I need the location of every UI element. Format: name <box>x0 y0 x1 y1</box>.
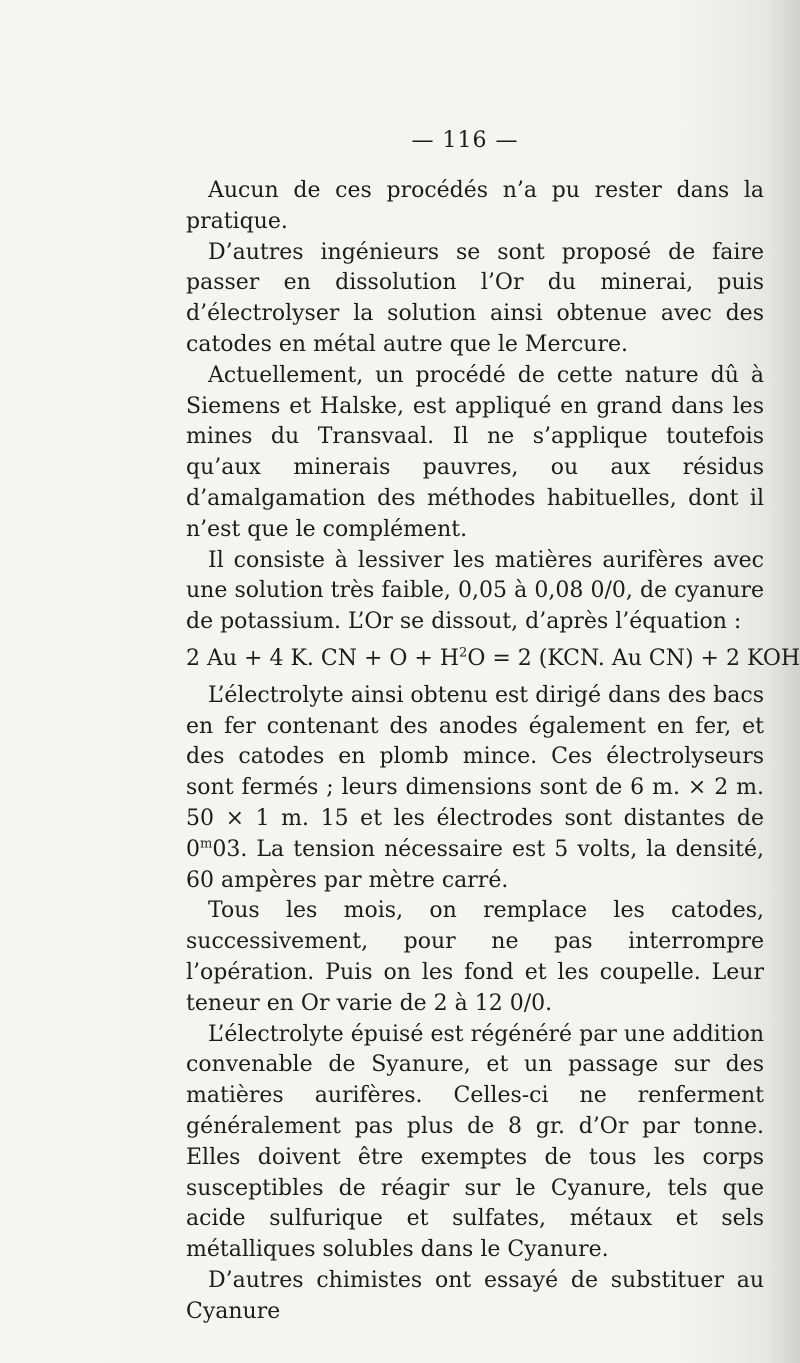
equation-left: 2 Au + 4 K. CN + O + H <box>186 645 460 671</box>
equation-right: O = 2 (KCN. Au CN) + 2 KOH <box>467 645 800 671</box>
paragraph-6: Tous les mois, on remplace les catodes, successivement, pour ne pas interrompre l’opération. Puis on les fond et les coupelle. Leur teneur en Or varie de 2 à 12 0/0. <box>186 898 764 1016</box>
meter-superscript: m <box>200 836 213 852</box>
paragraph-8: D’autres chimistes ont essayé de substituer au Cyanure <box>186 1267 764 1324</box>
paragraph-7: L’électrolyte épuisé est régénéré par une addition convenable de Syanure, et un passage sur des matières aurifères. Celles-ci ne renferment généralement pas plus de 8 gr. d’Or par tonne. Elles doivent être exemptes de tous les corps susceptibles de réagir sur le Cyanure, tels que acide sulfurique et sulfates, métaux et sels métalliques solubles dans le Cyanure. <box>186 1021 764 1263</box>
page-number: — 116 — <box>411 128 519 153</box>
equation-superscript: 2 <box>459 645 468 661</box>
body-text <box>186 176 800 1327</box>
paragraph-5 <box>186 681 764 897</box>
paragraph-5-part-a: L’électrolyte ainsi obtenu est dirigé dans des bacs en fer contenant des anodes également en fer, et des catodes en plomb mince. Ces électrolyseurs sont fermés ; leurs dimensions sont de 6 m. × 2 m. 50 × 1 m. 15 et les électrodes sont distantes de 0 <box>186 682 764 862</box>
paragraph-1: Aucun de ces procédés n’a pu rester dans la pratique. <box>186 178 764 234</box>
paragraph-2: D’autres ingénieurs se sont proposé de faire passer en dissolution l’Or du minerai, puis d’électrolyser la solution ainsi obtenue avec des catodes en métal autre que le Mercure. <box>186 239 764 357</box>
equation <box>186 644 800 675</box>
paragraph-5-part-b: 03. La tension nécessaire est 5 volts, la densité, 60 ampères par mètre carré. <box>186 836 764 893</box>
paragraph-3: Actuellement, un procédé de cette nature dû à Siemens et Halske, est appliqué en grand dans les mines du Transvaal. Il ne s’applique toutefois qu’aux minerais pauvres, ou aux résidus d’amalgamation des méthodes habituelles, dont il n’est que le complément. <box>186 362 764 542</box>
paragraph-4: Il consiste à lessiver les matières aurifères avec une solution très faible, 0,05 à 0,08 0/0, de cyanure de potassium. L’Or se dissout, d’après l’équation : <box>186 547 764 635</box>
